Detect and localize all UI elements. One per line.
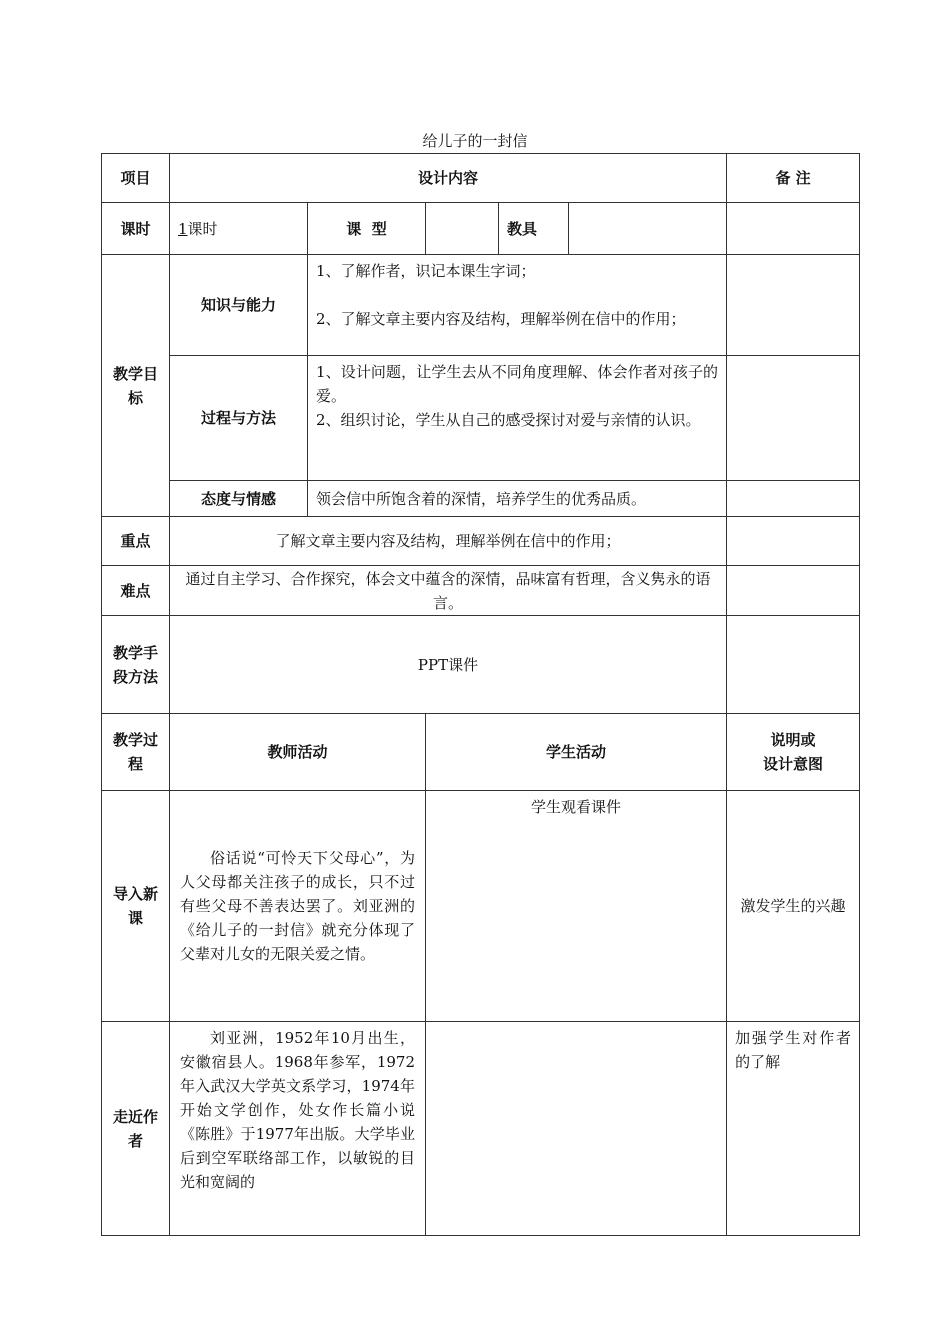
key-point-content: 了解文章主要内容及结构，理解举例在信中的作用； <box>170 517 727 566</box>
lesson-type-value <box>426 203 499 255</box>
process-item-1: 1、设计问题，让学生去从不同角度理解、体会作者对孩子的爱。 <box>316 363 719 405</box>
key-point-label: 重点 <box>102 517 170 566</box>
attitude-content: 领会信中所饱含着的深情，培养学生的优秀品质。 <box>308 481 727 517</box>
process-header-row <box>102 714 860 791</box>
step-1-student: 学生观看课件 <box>426 791 727 1022</box>
lesson-note <box>727 203 860 255</box>
process-header-student: 学生活动 <box>426 714 727 791</box>
step-1-teacher-text: 俗话说“可怜天下父母心”，为人父母都关注孩子的成长，只不过有些父母不善表达罢了。刘亚洲的《给儿子的一封信》就充分体现了父辈对儿女的无限关爱之情。 <box>180 849 415 963</box>
difficulty-row <box>102 566 860 616</box>
lesson-tools-value <box>569 203 727 255</box>
knowledge-note <box>727 255 860 356</box>
methods-row <box>102 616 860 714</box>
objective-process-row <box>102 356 860 481</box>
lesson-type-label: 课 型 <box>308 203 426 255</box>
lesson-hours <box>170 203 308 255</box>
attitude-note <box>727 481 860 517</box>
step-2-student <box>426 1022 727 1236</box>
objective-knowledge-row <box>102 255 860 356</box>
attitude-label: 态度与情感 <box>170 481 308 517</box>
difficulty-content: 通过自主学习、合作探究，体会文中蕴含的深情，品味富有哲理，含义隽永的语言。 <box>170 566 727 616</box>
page-title: 给儿子的一封信 <box>422 132 528 150</box>
knowledge-label: 知识与能力 <box>170 255 308 356</box>
step-1-label: 导入新课 <box>102 791 170 1022</box>
methods-content: PPT课件 <box>170 616 727 714</box>
process-header-teacher: 教师活动 <box>170 714 426 791</box>
methods-note <box>727 616 860 714</box>
lesson-label: 课时 <box>102 203 170 255</box>
difficulty-note <box>727 566 860 616</box>
header-note: 备 注 <box>727 154 860 203</box>
knowledge-item-1: 1、了解作者，识记本课生字词； <box>316 262 536 280</box>
key-point-note <box>727 517 860 566</box>
objectives-label: 教学目标 <box>102 255 170 517</box>
process-note <box>727 356 860 481</box>
step-1-note: 激发学生的兴趣 <box>727 791 860 1022</box>
knowledge-item-2: 2、了解文章主要内容及结构，理解举例在信中的作用； <box>316 310 686 328</box>
process-header-note: 说明或 设计意图 <box>727 714 860 791</box>
objective-attitude-row <box>102 481 860 517</box>
process-header-label: 教学过程 <box>102 714 170 791</box>
methods-label: 教学手段方法 <box>102 616 170 714</box>
step-2-note: 加强学生对作者的了解 <box>727 1022 860 1236</box>
process-label: 过程与方法 <box>170 356 308 481</box>
process-content <box>308 356 727 481</box>
step-1-teacher <box>170 791 426 1022</box>
lesson-row <box>102 203 860 255</box>
header-content: 设计内容 <box>170 154 727 203</box>
lesson-hours-unit: 课时 <box>187 219 218 238</box>
lesson-hours-num: 1 <box>178 219 188 238</box>
lesson-plan-table <box>101 153 860 1236</box>
header-item: 项目 <box>102 154 170 203</box>
key-point-row <box>102 517 860 566</box>
knowledge-content <box>308 255 727 356</box>
step-2-label: 走近作者 <box>102 1022 170 1236</box>
lesson-tools-label: 教具 <box>499 203 569 255</box>
step-row <box>102 791 860 1022</box>
process-item-2: 2、组织讨论，学生从自己的感受探讨对爱与亲情的认识。 <box>316 411 701 429</box>
step-row <box>102 1022 860 1236</box>
header-row <box>102 154 860 203</box>
step-2-teacher <box>170 1022 426 1236</box>
step-2-teacher-text: 刘亚洲，1952年10月出生，安徽宿县人。1968年参军，1972年入武汉大学英文系学习，1974年开始文学创作，处女作长篇小说《陈胜》于1977年出版。大学毕业后到空军联络部工作，以敏锐的目光和宽阔的 <box>180 1029 415 1191</box>
difficulty-label: 难点 <box>102 566 170 616</box>
